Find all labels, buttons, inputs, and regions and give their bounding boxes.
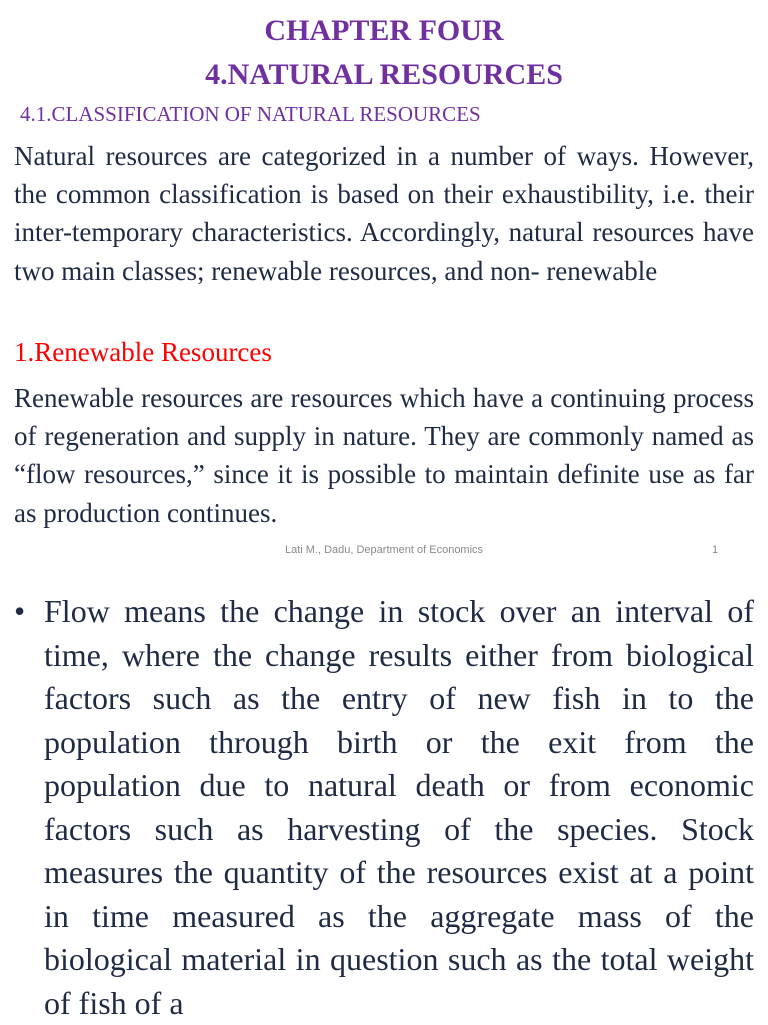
bullet-paragraph: Flow means the change in stock over an interval of time, where the change results either from biological factors such as the entry of new fish in to the population through birth or the exit from the population due to natural death or from economic factors such as harvesting of the species. Stock measures the quantity of the resources exist at a point in time measured as the aggregate mass of the biological material in question such as the total weight of fish of a [44, 593, 754, 1021]
footer-author: Lati M., Dadu, Department of Economics [284, 544, 484, 556]
page-number: 1 [712, 544, 719, 556]
bullet-item [14, 590, 754, 1025]
renewable-paragraph: Renewable resources are resources which have a continuing process of regeneration and supply in nature. They are commonly named as “flow resources,” since it is possible to maintain definite use as far as production continues. [14, 383, 754, 528]
bullet-point-icon: • [14, 593, 26, 629]
renewable-subheading: 1.Renewable Resources [14, 337, 272, 367]
section-heading: 4.1.CLASSIFICATION OF NATURAL RESOURCES [20, 102, 481, 126]
chapter-heading: CHAPTER FOUR [264, 14, 504, 47]
unit-title: 4.NATURAL RESOURCES [205, 58, 563, 91]
intro-paragraph: Natural resources are categorized in a number of ways. However, the common classification is based on their exhaustibility, i.e. their inter-temporary characteristics. Accordingly, natural resources have two main classes; renewable resources, and non- renewable [14, 141, 754, 286]
slide-2 [0, 572, 768, 1024]
